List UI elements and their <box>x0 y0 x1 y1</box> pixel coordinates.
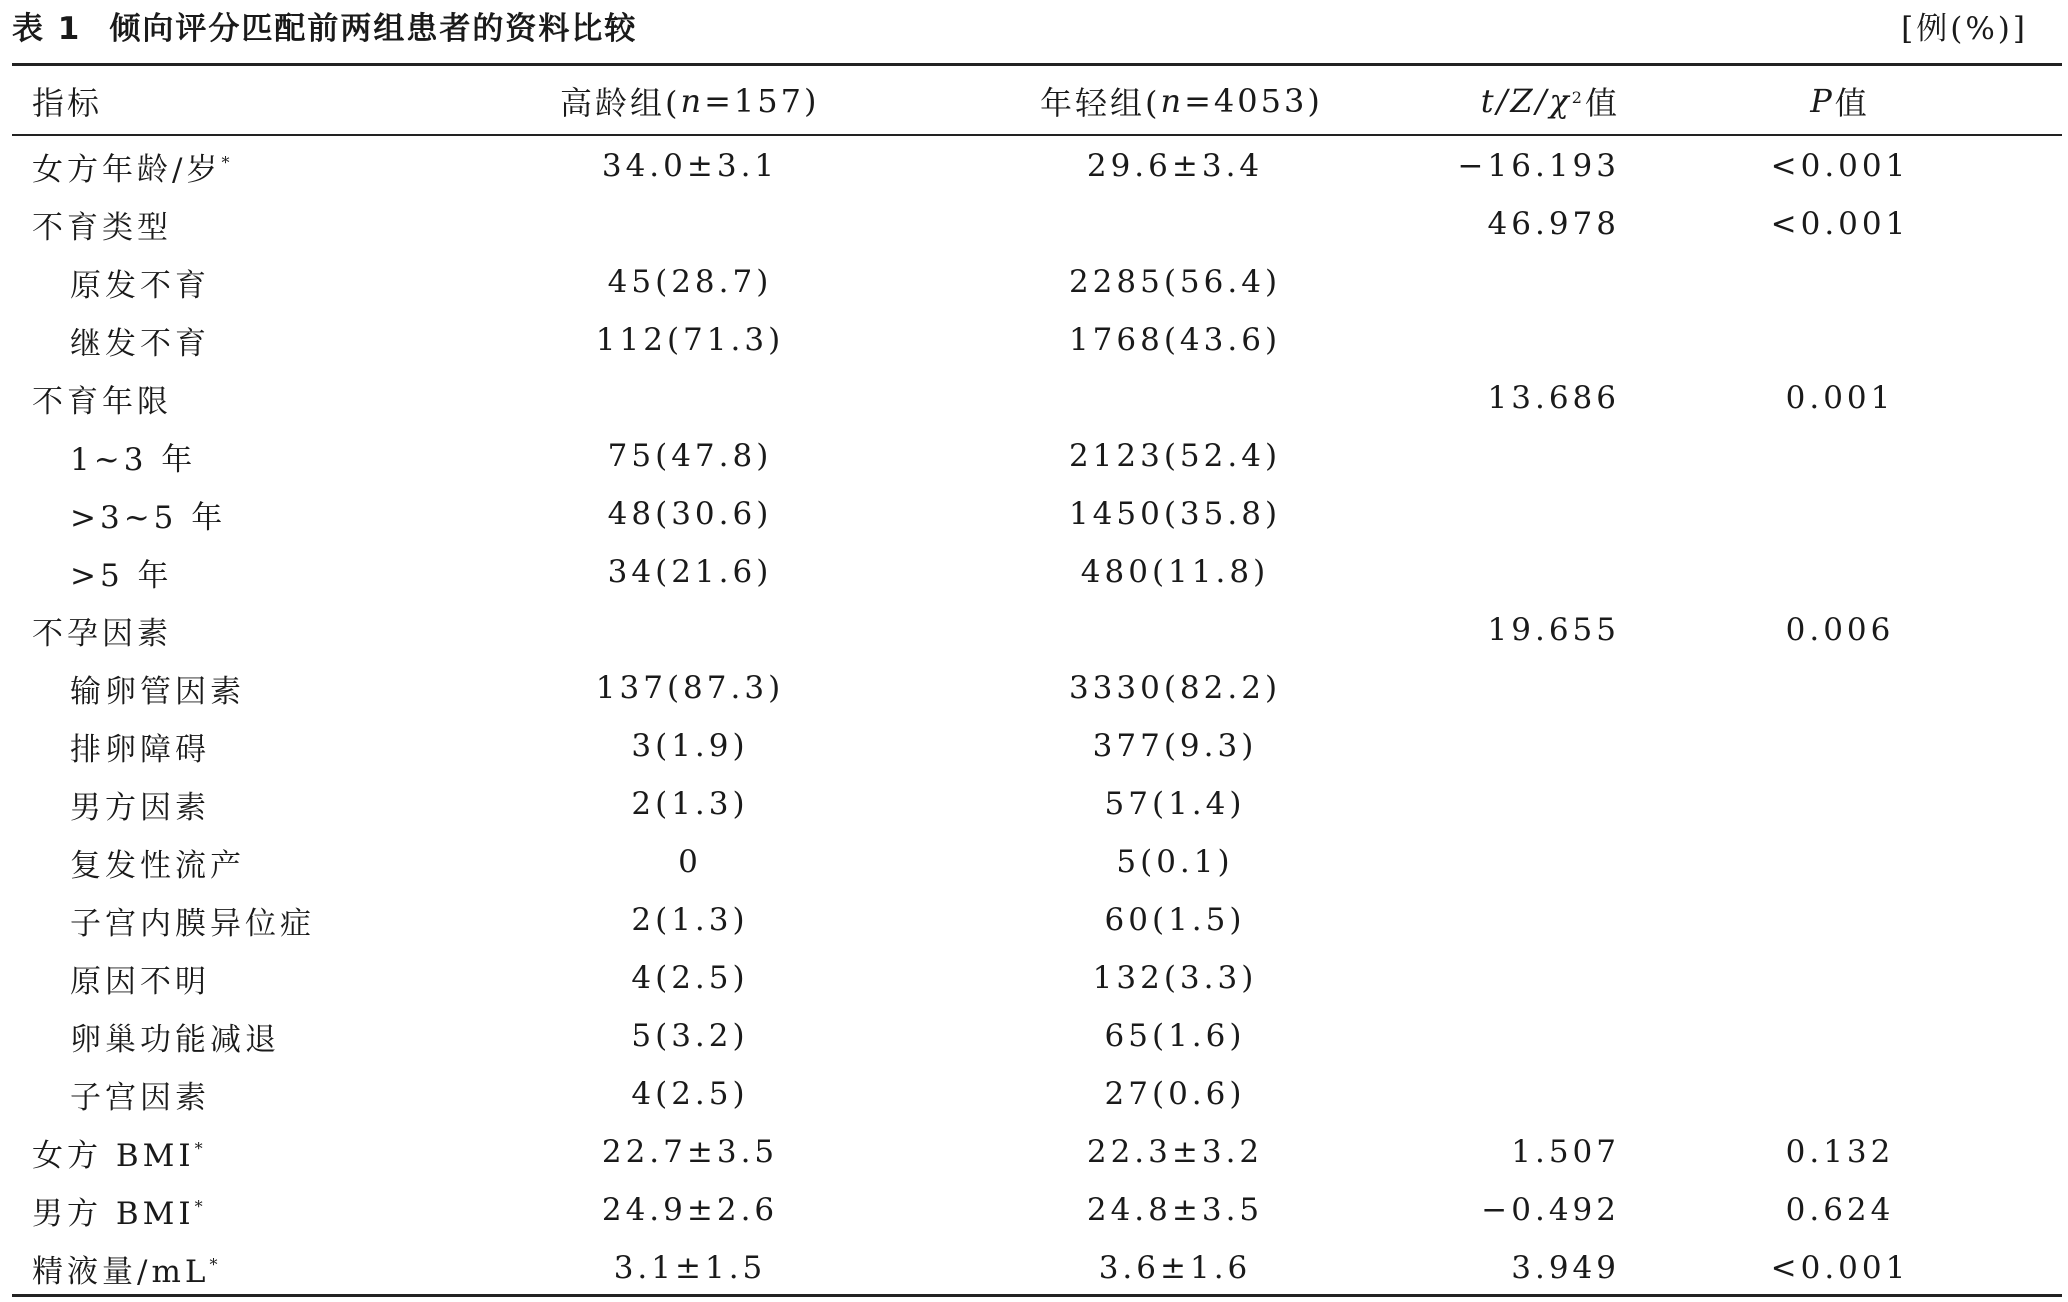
cell-statistic: 3.949 <box>1511 1250 1620 1286</box>
table-row <box>0 891 2068 949</box>
cell-p-value <box>1750 485 1930 543</box>
cell-p-value <box>1750 311 1930 369</box>
cell-statistic <box>1440 543 1620 601</box>
row-label-text: 继发不育 <box>70 325 210 362</box>
cell-young-group: 27(0.6) <box>1104 1076 1246 1112</box>
row-label <box>32 1239 221 1297</box>
cell-p-value: 0.132 <box>1785 1134 1895 1170</box>
cell-statistic <box>1440 1007 1620 1065</box>
row-label <box>70 891 315 949</box>
cell-p-value <box>1750 543 1930 601</box>
cell-young-group: 1450(35.8) <box>1068 496 1282 532</box>
header-rule <box>12 134 2062 136</box>
cell-old-group: 112(71.3) <box>595 322 785 358</box>
cell-statistic <box>1440 775 1620 833</box>
table-row <box>0 137 2068 195</box>
cell-p-value: 0.006 <box>1785 612 1895 648</box>
cell-statistic <box>1440 949 1620 1007</box>
row-label-text: 输卵管因素 <box>70 673 245 710</box>
cell-statistic: 13.686 <box>1487 380 1620 416</box>
cell-p-value <box>1750 949 1930 1007</box>
cell-young-group: 3.6±1.6 <box>1098 1250 1252 1286</box>
table-row <box>0 369 2068 427</box>
row-label-mark: * <box>209 1254 222 1274</box>
row-label <box>70 485 226 543</box>
row-label-mark: * <box>194 1138 207 1158</box>
cell-p-value: <0.001 <box>1770 148 1910 184</box>
cell-young-group: 60(1.5) <box>1104 902 1246 938</box>
header-p-value <box>1750 70 1930 132</box>
cell-old-group: 3(1.9) <box>631 728 749 764</box>
cell-statistic <box>1440 485 1620 543</box>
cell-p-value <box>1750 833 1930 891</box>
row-label-text: 女方年龄/岁 <box>32 151 222 188</box>
cell-statistic <box>1440 717 1620 775</box>
cell-old-group: 3.1±1.5 <box>613 1250 767 1286</box>
top-rule <box>12 63 2062 66</box>
cell-young-group: 2285(56.4) <box>1068 264 1282 300</box>
header-young-prefix: 年轻组( <box>1040 84 1161 122</box>
cell-young-group <box>1030 369 1320 427</box>
cell-p-value <box>1750 891 1930 949</box>
cell-old-group <box>560 195 820 253</box>
cell-young-group <box>1030 601 1320 659</box>
row-label <box>70 717 210 775</box>
row-label <box>32 1123 207 1181</box>
cell-p-value: 0.624 <box>1785 1192 1895 1228</box>
header-old-group <box>560 70 890 132</box>
cell-young-group: 3330(82.2) <box>1068 670 1282 706</box>
cell-young-group: 22.3±3.2 <box>1086 1134 1264 1170</box>
row-label <box>70 833 245 891</box>
row-label <box>70 949 210 1007</box>
row-label-text: 男方 BMI <box>32 1195 195 1232</box>
row-label-text: 子宫因素 <box>70 1079 210 1116</box>
header-young-suffix: =4053) <box>1184 82 1323 120</box>
row-label-text: 不育年限 <box>32 383 172 420</box>
cell-statistic: −0.492 <box>1481 1192 1620 1228</box>
row-label <box>70 775 210 833</box>
header-statistic <box>1440 70 1620 132</box>
cell-old-group: 48(30.6) <box>607 496 773 532</box>
row-label-text: 女方 BMI <box>32 1137 195 1174</box>
bottom-rule <box>12 1294 2062 1297</box>
row-label-text: 卵巢功能减退 <box>70 1021 280 1058</box>
cell-old-group: 34(21.6) <box>607 554 773 590</box>
cell-young-group: 1768(43.6) <box>1068 322 1282 358</box>
cell-statistic: 19.655 <box>1487 612 1620 648</box>
cell-young-group: 24.8±3.5 <box>1086 1192 1264 1228</box>
header-young-n: n <box>1160 82 1185 120</box>
row-label-mark: * <box>194 1196 207 1216</box>
row-label <box>32 195 172 253</box>
cell-statistic <box>1440 833 1620 891</box>
row-label <box>70 659 245 717</box>
header-old-prefix: 高龄组( <box>560 84 681 122</box>
cell-p-value: 0.001 <box>1785 380 1895 416</box>
table-row <box>0 1239 2068 1297</box>
table-row <box>0 1007 2068 1065</box>
row-label-text: 1~3 年 <box>70 441 197 478</box>
row-label <box>70 311 210 369</box>
cell-p-value <box>1750 775 1930 833</box>
header-p-suffix: 值 <box>1834 84 1870 122</box>
cell-young-group: 5(0.1) <box>1116 844 1234 880</box>
header-indicator: 指标 <box>32 84 103 122</box>
cell-old-group: 22.7±3.5 <box>601 1134 779 1170</box>
cell-statistic <box>1440 1065 1620 1123</box>
cell-statistic <box>1440 427 1620 485</box>
table-number: 表 1 <box>12 11 82 47</box>
row-label-mark: * <box>221 152 234 172</box>
cell-old-group: 0 <box>678 844 702 880</box>
cell-p-value <box>1750 659 1930 717</box>
cell-p-value: <0.001 <box>1770 1250 1910 1286</box>
header-young-group <box>1040 70 1400 132</box>
cell-statistic <box>1440 311 1620 369</box>
cell-p-value: <0.001 <box>1770 206 1910 242</box>
table-row <box>0 1065 2068 1123</box>
table-row <box>0 949 2068 1007</box>
cell-statistic: 46.978 <box>1487 206 1620 242</box>
row-label-text: 男方因素 <box>70 789 210 826</box>
row-label-text: 不育类型 <box>32 209 172 246</box>
header-old-n: n <box>680 82 705 120</box>
row-label-text: >3~5 年 <box>70 499 227 536</box>
row-label <box>32 369 172 427</box>
table-header <box>0 70 2068 132</box>
cell-p-value <box>1750 253 1930 311</box>
row-label <box>70 1007 280 1065</box>
cell-young-group <box>1030 195 1320 253</box>
cell-young-group: 480(11.8) <box>1080 554 1270 590</box>
row-label <box>70 543 173 601</box>
table-row <box>0 659 2068 717</box>
table-row <box>0 833 2068 891</box>
table-row <box>0 1181 2068 1239</box>
table-row <box>0 775 2068 833</box>
row-label-text: 子宫内膜异位症 <box>70 905 315 942</box>
cell-young-group: 29.6±3.4 <box>1086 148 1264 184</box>
cell-old-group <box>560 369 820 427</box>
cell-old-group: 34.0±3.1 <box>601 148 779 184</box>
table-unit: [例(%)] <box>1901 11 2028 47</box>
cell-statistic: 1.507 <box>1511 1134 1620 1170</box>
row-label <box>70 253 210 311</box>
row-label-text: 排卵障碍 <box>70 731 210 768</box>
cell-young-group: 377(9.3) <box>1092 728 1258 764</box>
header-stat-suffix: 值 <box>1584 84 1620 122</box>
cell-young-group: 57(1.4) <box>1104 786 1246 822</box>
cell-old-group <box>560 601 820 659</box>
row-label <box>70 1065 210 1123</box>
table-row <box>0 485 2068 543</box>
table-caption <box>12 4 637 54</box>
cell-p-value <box>1750 1007 1930 1065</box>
table-row <box>0 1123 2068 1181</box>
header-stat-sup: 2 <box>1571 87 1585 107</box>
row-label-text: 原发不育 <box>70 267 210 304</box>
cell-old-group: 75(47.8) <box>607 438 773 474</box>
table-row <box>0 543 2068 601</box>
cell-old-group: 137(87.3) <box>595 670 785 706</box>
cell-old-group: 2(1.3) <box>631 786 749 822</box>
cell-old-group: 4(2.5) <box>631 1076 749 1112</box>
cell-old-group: 24.9±2.6 <box>601 1192 779 1228</box>
table-row <box>0 717 2068 775</box>
cell-statistic <box>1440 253 1620 311</box>
cell-old-group: 5(3.2) <box>631 1018 749 1054</box>
table-row <box>0 195 2068 253</box>
table-title: 倾向评分匹配前两组患者的资料比较 <box>109 11 638 47</box>
row-label <box>32 1181 207 1239</box>
table-row <box>0 601 2068 659</box>
cell-p-value <box>1750 717 1930 775</box>
row-label-text: 不孕因素 <box>32 615 172 652</box>
cell-young-group: 132(3.3) <box>1092 960 1258 996</box>
cell-statistic: −16.193 <box>1457 148 1620 184</box>
row-label <box>70 427 196 485</box>
table-row <box>0 253 2068 311</box>
row-label-text: 原因不明 <box>70 963 210 1000</box>
header-old-suffix: =157) <box>704 82 820 120</box>
row-label-text: 复发性流产 <box>70 847 245 884</box>
table-row <box>0 427 2068 485</box>
cell-old-group: 4(2.5) <box>631 960 749 996</box>
row-label-text: 精液量/mL <box>32 1253 210 1290</box>
table-row <box>0 311 2068 369</box>
cell-old-group: 2(1.3) <box>631 902 749 938</box>
cell-young-group: 2123(52.4) <box>1068 438 1282 474</box>
cell-statistic <box>1440 891 1620 949</box>
row-label-text: >5 年 <box>70 557 173 594</box>
cell-old-group: 45(28.7) <box>607 264 773 300</box>
cell-statistic <box>1440 659 1620 717</box>
cell-young-group: 65(1.6) <box>1104 1018 1246 1054</box>
row-label <box>32 601 172 659</box>
cell-p-value <box>1750 1065 1930 1123</box>
row-label <box>32 137 233 195</box>
header-stat-label: t/Z/χ <box>1480 82 1572 120</box>
cell-p-value <box>1750 427 1930 485</box>
header-p-label: P <box>1810 82 1835 120</box>
